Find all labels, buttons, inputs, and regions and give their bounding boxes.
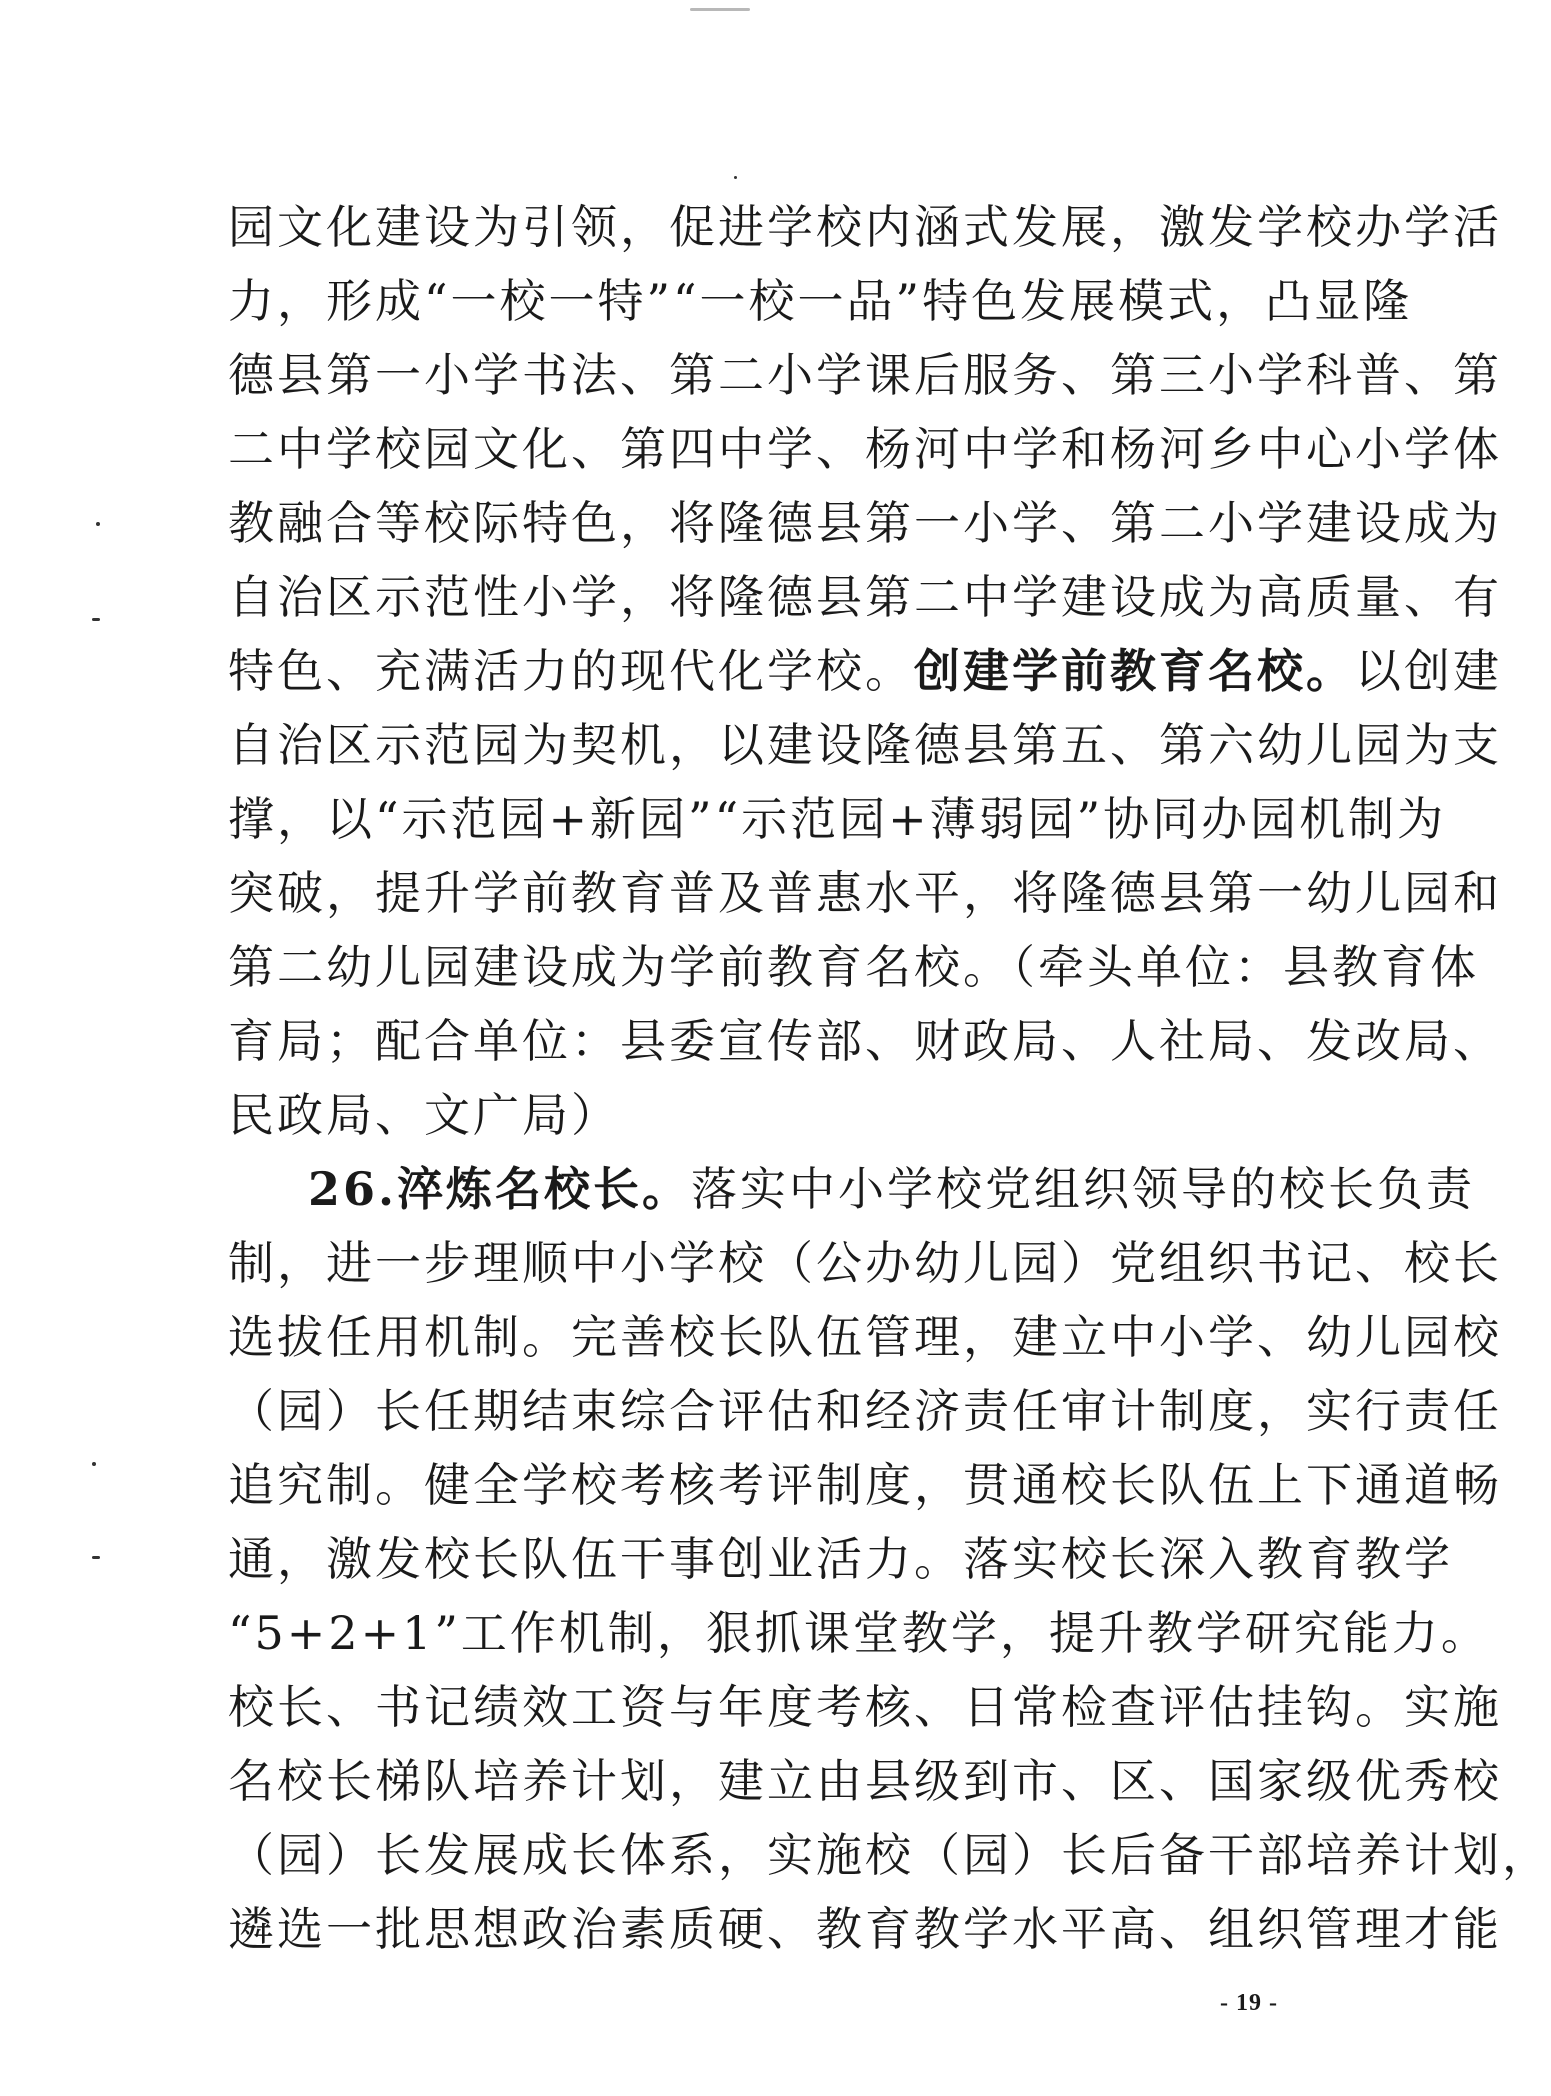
text-line bbox=[308, 1152, 1476, 1226]
text-line: 选拔任用机制。完善校长队伍管理，建立中小学、幼儿园校 bbox=[228, 1310, 1502, 1364]
text-line bbox=[228, 634, 1502, 708]
bold-heading: 创建学前教育名校。 bbox=[914, 644, 1355, 698]
text-line: 撑，以“示范园+新园”“示范园+薄弱园”协同办园机制为 bbox=[228, 792, 1447, 846]
text-line: （园）长发展成长体系，实施校（园）长后备干部培养计划， bbox=[228, 1828, 1551, 1882]
text-line: 园文化建设为引领，促进学校内涵式发展，激发学校办学活 bbox=[228, 200, 1502, 254]
scan-mark bbox=[92, 1556, 100, 1559]
scan-mark bbox=[690, 8, 750, 11]
scan-mark bbox=[734, 176, 737, 179]
section-heading: 26.淬炼名校长。 bbox=[308, 1162, 692, 1216]
text-line: 教融合等校际特色，将隆德县第一小学、第二小学建设成为 bbox=[228, 496, 1502, 550]
text-line: 突破，提升学前教育普及普惠水平，将隆德县第一幼儿园和 bbox=[228, 866, 1502, 920]
text-span: 以创建 bbox=[1355, 644, 1502, 698]
text-line: 民政局、文广局） bbox=[228, 1088, 620, 1142]
text-line: 通，激发校长队伍干事创业活力。落实校长深入教育教学 bbox=[228, 1532, 1453, 1586]
scan-mark bbox=[96, 522, 100, 526]
text-line: “5+2+1”工作机制，狠抓课堂教学，提升教学研究能力。 bbox=[228, 1606, 1490, 1660]
page-number: - 19 - bbox=[1220, 1990, 1278, 2016]
text-line: 第二幼儿园建设成为学前教育名校。（牵头单位：县教育体 bbox=[228, 940, 1479, 994]
text-span: 特色、充满活力的现代化学校。 bbox=[228, 644, 914, 698]
scan-mark bbox=[92, 1462, 96, 1466]
text-line: 育局；配合单位：县委宣传部、财政局、人社局、发改局、 bbox=[228, 1014, 1502, 1068]
text-line: 二中学校园文化、第四中学、杨河中学和杨河乡中心小学体 bbox=[228, 422, 1502, 476]
text-line: 自治区示范性小学，将隆德县第二中学建设成为高质量、有 bbox=[228, 570, 1502, 624]
text-line: 名校长梯队培养计划，建立由县级到市、区、国家级优秀校 bbox=[228, 1754, 1502, 1808]
text-line: 追究制。健全学校考核考评制度，贯通校长队伍上下通道畅 bbox=[228, 1458, 1502, 1512]
text-line: 自治区示范园为契机，以建设隆德县第五、第六幼儿园为支 bbox=[228, 718, 1502, 772]
text-line: （园）长任期结束综合评估和经济责任审计制度，实行责任 bbox=[228, 1384, 1502, 1438]
text-line: 制，进一步理顺中小学校（公办幼儿园）党组织书记、校长 bbox=[228, 1236, 1502, 1290]
text-line: 德县第一小学书法、第二小学课后服务、第三小学科普、第 bbox=[228, 348, 1502, 402]
text-line: 校长、书记绩效工资与年度考核、日常检查评估挂钩。实施 bbox=[228, 1680, 1502, 1734]
text-line: 遴选一批思想政治素质硬、教育教学水平高、组织管理才能 bbox=[228, 1902, 1502, 1956]
text-line: 力，形成“一校一特”“一校一品”特色发展模式，凸显隆 bbox=[228, 274, 1413, 328]
text-span: 落实中小学校党组织领导的校长负责 bbox=[691, 1162, 1476, 1216]
scan-mark bbox=[92, 618, 100, 621]
